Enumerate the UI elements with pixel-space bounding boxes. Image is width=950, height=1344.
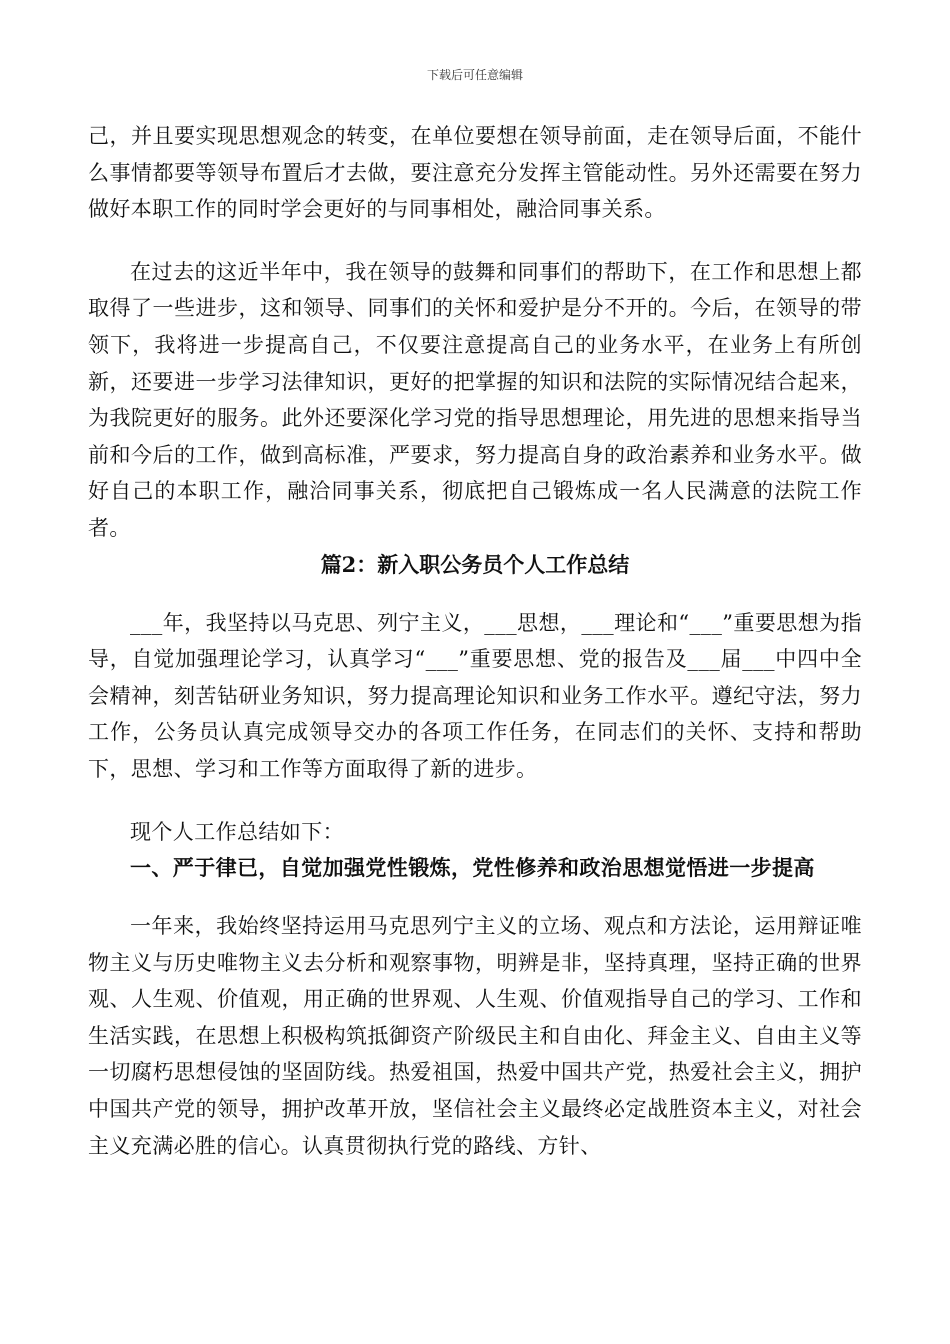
section-title: 篇2：新入职公务员个人工作总结 xyxy=(320,551,630,577)
paragraph-intro: ___年，我坚持以马克思、列宁主义，___思想，___理论和“___”重要思想为指导，自觉加强理论学习，认真学习“___”重要思想、党的报告及___届___中四中全会精神，刻苦钻研业务知识，努力提高理论知识和业务工作水平。遵纪守法，努力工作，公务员认真完成领导交办的各项工作任务，在同志们的关怀、支持和帮助下，思想、学习和工作等方面取得了新的进步。 xyxy=(88,610,862,781)
paragraph-part-one: 一年来，我始终坚持运用马克思列宁主义的立场、观点和方法论，运用辩证唯物主义与历史唯物主义去分析和观察事物，明辨是非，坚持真理，坚持正确的世界观、人生观、价值观，用正确的世界观、人生观、价值观指导自己的学习、工作和生活实践，在思想上积极构筑抵御资产阶级民主和自由化、拜金主义、自由主义等一切腐朽思想侵蚀的坚固防线。热爱祖国，热爱中国共产党，热爱社会主义，拥护中国共产党的领导，拥护改革开放，坚信社会主义最终必定战胜资本主义，对社会主义充满必胜的信心。认真贯彻执行党的路线、方针、 xyxy=(88,914,862,1158)
paragraph-reflection: 在过去的这近半年中，我在领导的鼓舞和同事们的帮助下，在工作和思想上都取得了一些进步，这和领导、同事们的关怀和爱护是分不开的。今后，在领导的带领下，我将进一步提高自己，不仅要注意提高自己的业务水平，在业务上有所创新，还要进一步学习法律知识，更好的把掌握的知识和法院的实际情况结合起来，为我院更好的服务。此外还要深化学习党的指导思想理论，用先进的思想来指导当前和今后的工作，做到高标准，严要求，努力提高自身的政治素养和业务水平。做好自己的本职工作，融洽同事关系，彻底把自己锻炼成一名人民满意的法院工作者。 xyxy=(88,259,862,540)
paragraph-summary-lead: 现个人工作总结如下： xyxy=(130,819,344,844)
paragraph-continuation: 己，并且要实现思想观念的转变，在单位要想在领导前面，走在领导后面，不能什么事情都要等领导布置后才去做，要注意充分发挥主管能动性。另外还需要在努力做好本职工作的同时学会更好的与同事相处，融洽同事关系。 xyxy=(88,124,862,222)
document-body xyxy=(88,118,862,1164)
heading-part-one: 一、严于律已，自觉加强党性锻炼，党性修养和政治思想觉悟进一步提高 xyxy=(130,855,815,881)
page-header-note: 下载后可任意编辑 xyxy=(426,68,523,82)
